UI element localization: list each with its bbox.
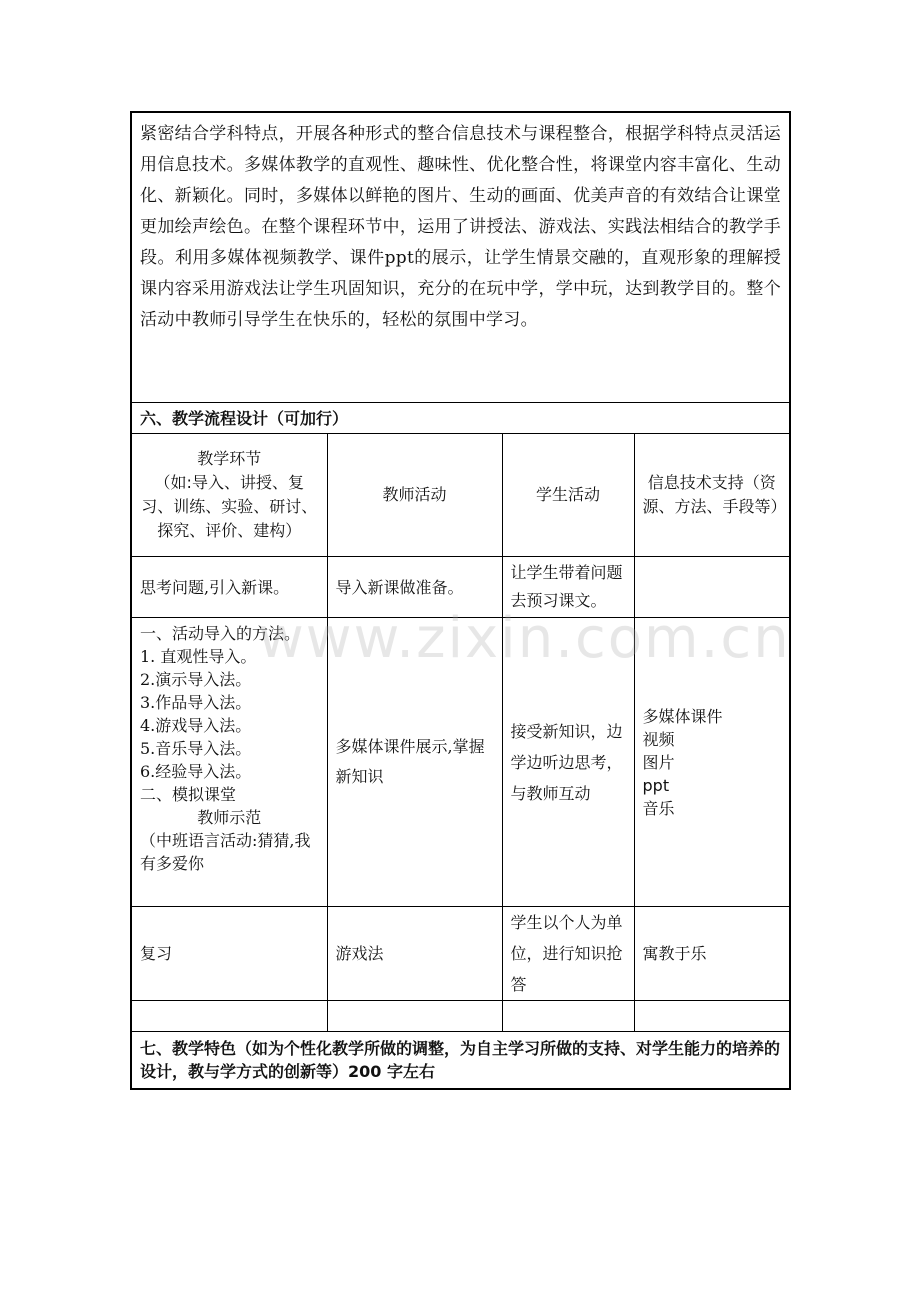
stage-line: 二、模拟课堂 xyxy=(140,785,237,804)
stage-line: （中班语言活动:猜猜,我有多爱你 xyxy=(140,831,311,873)
teacher-cell: 多媒体课件展示,掌握新知识 xyxy=(327,618,502,907)
table-row-empty xyxy=(131,1001,790,1032)
stage-line: 2.演示导入法。 xyxy=(140,670,252,689)
header-stage xyxy=(131,434,327,557)
section6-title: 六、教学流程设计（可加行） xyxy=(131,403,790,434)
student-cell: 接受新知识，边学边听边思考，与教师互动 xyxy=(502,618,634,907)
teacher-cell: 导入新课做准备。 xyxy=(327,557,502,618)
header-stage-examples: （如:导入、讲授、复习、训练、实验、研讨、探究、评价、建构） xyxy=(141,473,318,540)
info-cell xyxy=(634,618,790,907)
stage-cell: 复习 xyxy=(131,907,327,1001)
header-teacher: 教师活动 xyxy=(327,434,502,557)
info-item: 音乐 xyxy=(642,798,675,818)
stage-cell xyxy=(131,618,327,907)
watermark: www.zixin.com.cn xyxy=(258,606,791,671)
stage-line: 3.作品导入法。 xyxy=(140,693,252,712)
header-stage-title: 教学环节 xyxy=(197,449,262,468)
lesson-plan-table xyxy=(130,111,791,1090)
student-cell: 让学生带着问题去预习课文。 xyxy=(502,557,634,618)
stage-line: 一、活动导入的方法。 xyxy=(140,624,301,643)
stage-line: 4.游戏导入法。 xyxy=(140,716,252,735)
table-row xyxy=(131,557,790,618)
info-item: ppt xyxy=(642,775,670,795)
info-item: 多媒体课件 xyxy=(642,706,723,726)
info-item: 图片 xyxy=(642,752,675,772)
table-header-row xyxy=(131,434,790,557)
info-cell xyxy=(634,557,790,618)
teacher-cell: 游戏法 xyxy=(327,907,502,1001)
teaching-method-cell xyxy=(131,112,790,403)
stage-line: 5.音乐导入法。 xyxy=(140,739,252,758)
info-item: 视频 xyxy=(642,729,675,749)
empty-cell xyxy=(327,1001,502,1032)
stage-line: 教师示范 xyxy=(197,808,262,827)
header-info: 信息技术支持（资源、方法、手段等） xyxy=(634,434,790,557)
header-student: 学生活动 xyxy=(502,434,634,557)
stage-line: 1. 直观性导入。 xyxy=(140,647,257,666)
stage-cell: 思考问题,引入新课。 xyxy=(131,557,327,618)
empty-cell xyxy=(502,1001,634,1032)
student-cell: 学生以个人为单位，进行知识抢答 xyxy=(502,907,634,1001)
intro-paragraph: 紧密结合学科特点，开展各种形式的整合信息技术与课程整合，根据学科特点灵活运用信息技术。多媒体教学的直观性、趣味性、优化整合性，将课堂内容丰富化、生动化、新颖化。同时，多媒体以鲜艳的图片、生动的画面、优美声音的有效结合让课堂更加绘声绘色。在整个课程环节中，运用了讲授法、游戏法、实践法相结合的教学手段。利用多媒体视频教学、课件ppt的展示，让学生情景交融的，直观形象的理解授课内容采用游戏法让学生巩固知识，充分的在玩中学，学中玩，达到教学目的。整个活动中教师引导学生在快乐的，轻松的氛围中学习。 xyxy=(140,124,782,330)
empty-cell xyxy=(634,1001,790,1032)
empty-cell xyxy=(131,1001,327,1032)
info-cell: 寓教于乐 xyxy=(634,907,790,1001)
table-row xyxy=(131,618,790,907)
table-row xyxy=(131,907,790,1001)
section7-title: 七、教学特色（如为个性化教学所做的调整，为自主学习所做的支持、对学生能力的培养的设计，教与学方式的创新等）200 字左右 xyxy=(131,1032,790,1090)
stage-line: 6.经验导入法。 xyxy=(140,762,252,781)
